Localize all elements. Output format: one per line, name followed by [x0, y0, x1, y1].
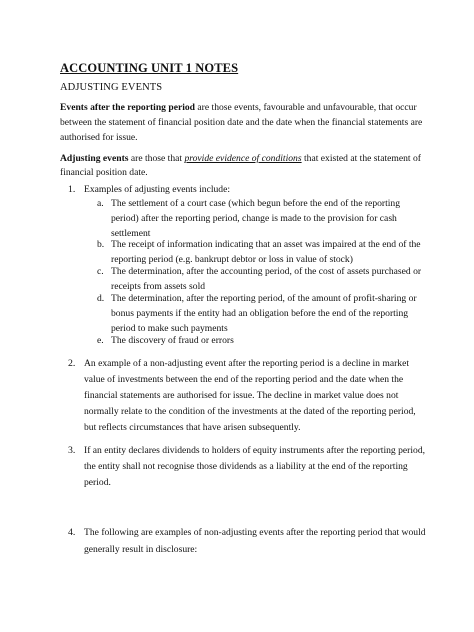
section-heading: ADJUSTING EVENTS	[60, 82, 163, 93]
subitem-letter: c.	[97, 266, 104, 277]
subitem-a-line-2: period) after the reporting period, change is made to the provision for cash	[111, 213, 397, 224]
list-number-2: 2.	[68, 358, 76, 369]
subitem-letter: e.	[97, 335, 104, 346]
list-item-2-line-2: value of investments between the end of the reporting period and the date when the	[84, 374, 404, 385]
subitem-e-line-1: The discovery of fraud or errors	[111, 335, 234, 346]
paragraph-2-line-2: financial position date.	[60, 167, 148, 178]
page-title: ACCOUNTING UNIT 1 NOTES	[60, 61, 239, 75]
term-events-after: Events after the reporting period	[60, 102, 196, 113]
list-item-2-line-5: but reflects circumstances that have arisen subsequently.	[84, 422, 301, 433]
list-item-4-line-1: The following are examples of non-adjusting events after the reporting period that would	[84, 527, 426, 538]
subitem-d-line-1: The determination, after the reporting period, of the amount of profit-sharing or	[111, 293, 417, 304]
subitem-letter: d.	[97, 293, 105, 304]
list-item-1-intro: Examples of adjusting events include:	[84, 184, 231, 195]
term-adjusting-events: Adjusting events	[60, 153, 129, 164]
subitem-a-line-1: The settlement of a court case (which begun before the end of the reporting	[111, 198, 401, 209]
list-number-1: 1.	[68, 184, 76, 195]
paragraph-1-line-3: authorised for issue.	[60, 132, 138, 143]
list-item-4-line-2: generally result in disclosure:	[84, 544, 198, 555]
subitem-d-line-2: bonus payments if the entity had an obligation before the end of the reporting	[111, 308, 409, 319]
list-item-2-line-1: An example of a non-adjusting event after the reporting period is a decline in market	[84, 358, 410, 369]
list-item-3-line-1: If an entity declares dividends to holders of equity instruments after the reporting period,	[84, 445, 426, 456]
emphasis-phrase: provide evidence of conditions	[184, 153, 302, 164]
paragraph-1-line-1: Events after the reporting period are those events, favourable and unfavourable, that occur	[60, 102, 417, 113]
list-item-3-line-3: period.	[84, 477, 111, 488]
list-item-2-line-3: financial statements are authorised for issue. The decline in market value does not	[84, 390, 399, 401]
paragraph-1-line-2: between the statement of financial position date and the date when the financial statements are	[60, 117, 423, 128]
list-number-3: 3.	[68, 445, 76, 456]
subitem-d-line-3: period to make such payments	[111, 323, 228, 334]
subitem-b-line-2: reporting period (e.g. bankrupt debtor or loss in value of stock)	[111, 254, 353, 265]
list-item-3-line-2: the entity shall not recognise those dividends as a liability at the end of the reporting	[84, 461, 408, 472]
list-number-4: 4.	[68, 527, 76, 538]
list-item-2-line-4: normally relate to the condition of the investments at the dated of the reporting period,	[84, 406, 416, 417]
subitem-c-line-2: receipts from assets sold	[111, 281, 206, 292]
paragraph-2-line-1: Adjusting events are those that provide evidence of conditions that existed at the statement of	[60, 153, 421, 164]
subitem-b-line-1: The receipt of information indicating that an asset was impaired at the end of the	[111, 239, 421, 250]
subitem-letter: b.	[97, 239, 105, 250]
subitem-c-line-1: The determination, after the accounting period, of the cost of assets purchased or	[111, 266, 422, 277]
subitem-letter: a.	[97, 198, 104, 209]
subitem-a-line-3: settlement	[111, 228, 151, 239]
